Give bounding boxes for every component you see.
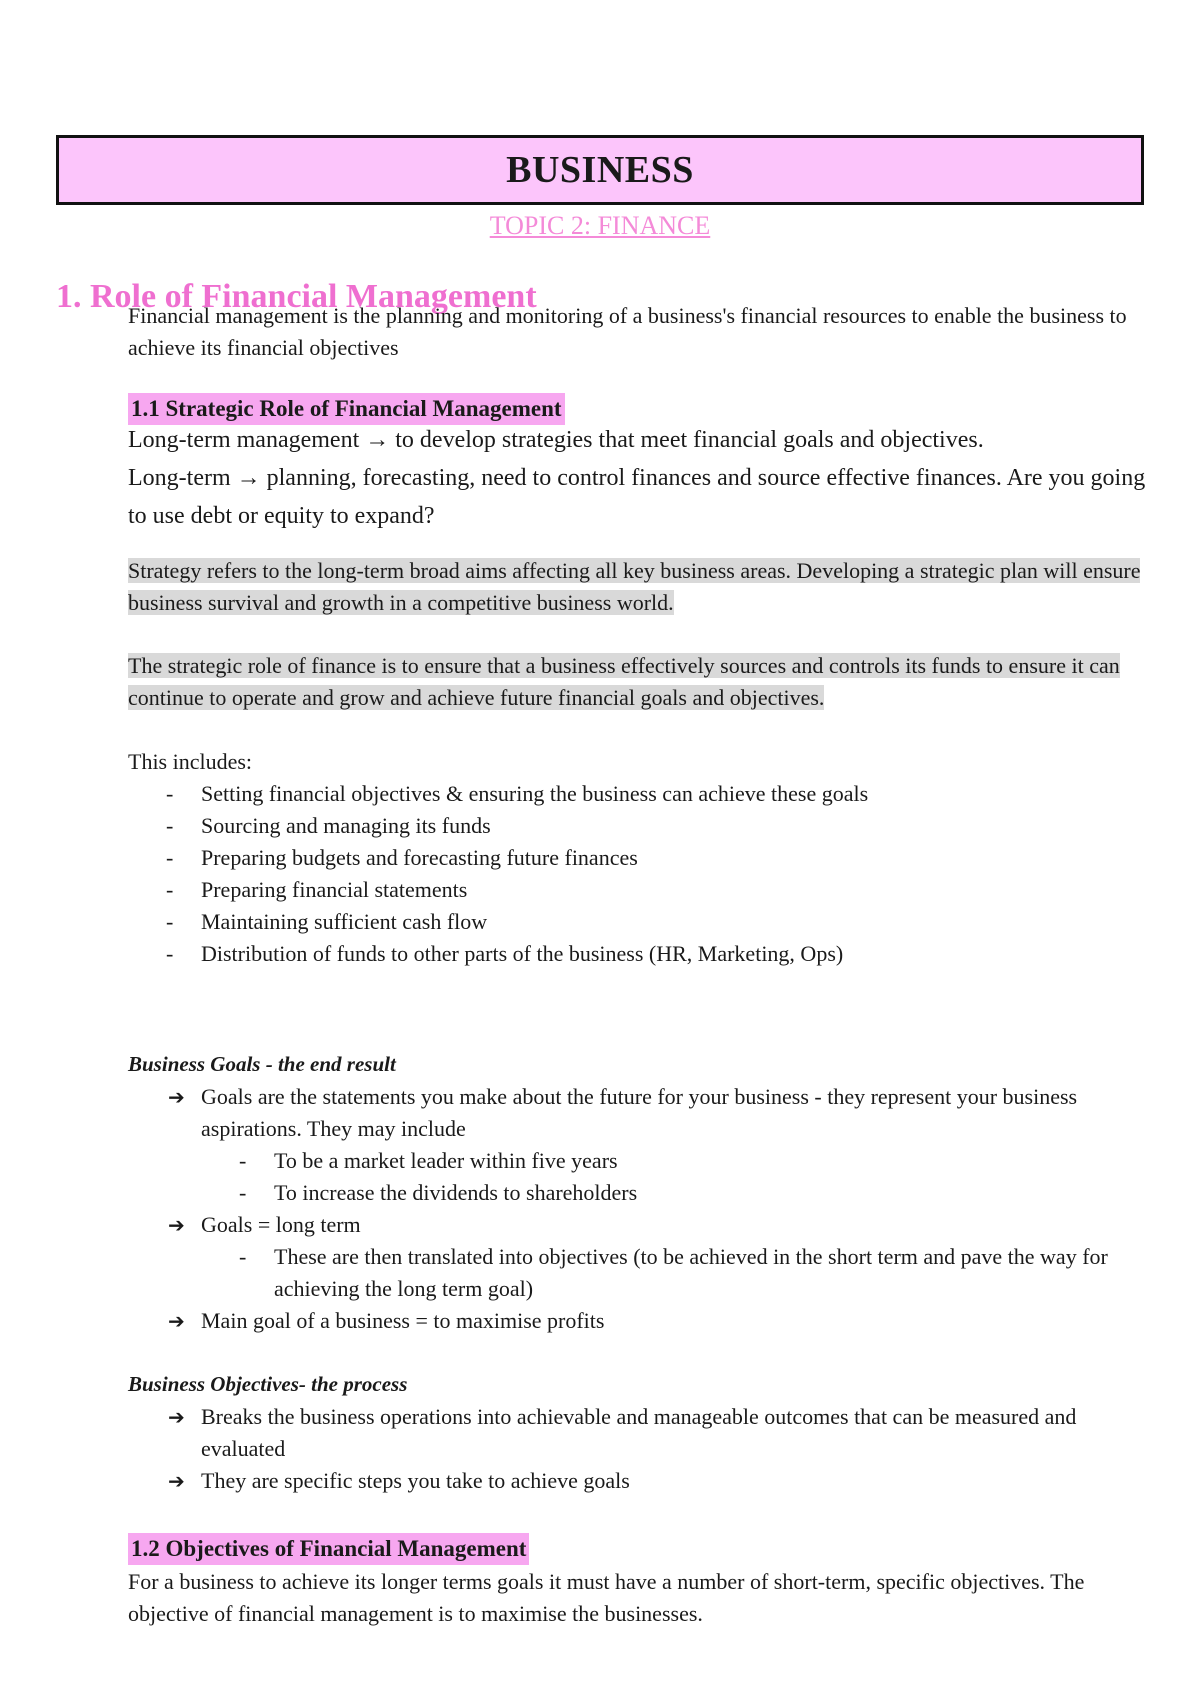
list-item: ➔ Main goal of a business = to maximise profits (128, 1305, 1148, 1337)
includes-list (128, 778, 1148, 970)
long-term-line-2: Long-term → planning, forecasting, need to control finances and source effective finances. Are you going to use debt or equity to expand? (128, 465, 1146, 529)
list-item: - Setting financial objectives & ensuring the business can achieve these goals (166, 781, 869, 806)
list-item: ➔ Goals = long term - These are then translated into objectives (to be achieved in the short term and pave the way for achieving the long term goal) (128, 1209, 1148, 1305)
long-term-line-1: Long-term management → to develop strategies that meet financial goals and objectives. (128, 427, 984, 453)
objectives-list (128, 1401, 1148, 1497)
subheading-objectives: 1.2 Objectives of Financial Management (128, 1533, 529, 1565)
list-item: - These are then translated into objectives (to be achieved in the short term and pave the way for achieving the long term goal) (239, 1244, 1108, 1301)
goals-list (128, 1081, 1148, 1337)
subheading-strategic-role: 1.1 Strategic Role of Financial Management (128, 393, 565, 425)
arrow-icon: ➔ (168, 1405, 185, 1429)
arrow-icon: ➔ (168, 1085, 185, 1109)
list-item: - Maintaining sufficient cash flow (166, 909, 488, 934)
strategic-role-paragraph (128, 650, 1148, 714)
list-item: - Preparing budgets and forecasting future finances (166, 845, 638, 870)
list-item: ➔ Breaks the business operations into achievable and manageable outcomes that can be measured and evaluated (128, 1401, 1148, 1465)
arrow-icon: ➔ (168, 1469, 185, 1493)
arrow-icon: ➔ (168, 1309, 185, 1333)
objectives-paragraph: For a business to achieve its longer terms goals it must have a number of short-term, specific objectives. The objective of financial management is to maximise the businesses. (128, 1569, 1085, 1626)
strategic-role-highlight: The strategic role of finance is to ensure that a business effectively sources and controls its funds to ensure it can continue to operate and grow and achieve future financial goals and objectives. (128, 653, 1120, 710)
section-heading-role: 1. Role of Financial Management (56, 278, 537, 315)
list-item: - Preparing financial statements (166, 877, 468, 902)
list-item: - To increase the dividends to shareholders (239, 1180, 638, 1205)
document-title: BUSINESS (506, 149, 694, 191)
list-item: ➔ Goals are the statements you make about the future for your business - they represent your business aspirations. They may include - To be a market leader within five years - To increase the dividends to shareholders (128, 1081, 1148, 1209)
list-item: ➔ They are specific steps you take to achieve goals (128, 1465, 1148, 1497)
list-item: - To be a market leader within five years (239, 1148, 618, 1173)
includes-label: This includes: (128, 749, 253, 774)
topic-subtitle: TOPIC 2: FINANCE (489, 211, 711, 240)
list-item: - Distribution of funds to other parts of the business (HR, Marketing, Ops) (166, 941, 844, 966)
business-goals-heading: Business Goals - the end result (128, 1052, 396, 1076)
strategy-highlight: Strategy refers to the long-term broad aims affecting all key business areas. Developing a strategic plan will ensure business survival and growth in a competitive business world. (128, 558, 1141, 615)
business-objectives-heading: Business Objectives- the process (128, 1372, 408, 1396)
arrow-icon: ➔ (168, 1213, 185, 1237)
intro-paragraph: Financial management is the planning and monitoring of a business's financial resources to enable the business to achieve its financial objectives (128, 303, 1127, 360)
strategy-paragraph (128, 555, 1148, 619)
title-box (56, 135, 1144, 205)
list-item: - Sourcing and managing its funds (166, 813, 491, 838)
